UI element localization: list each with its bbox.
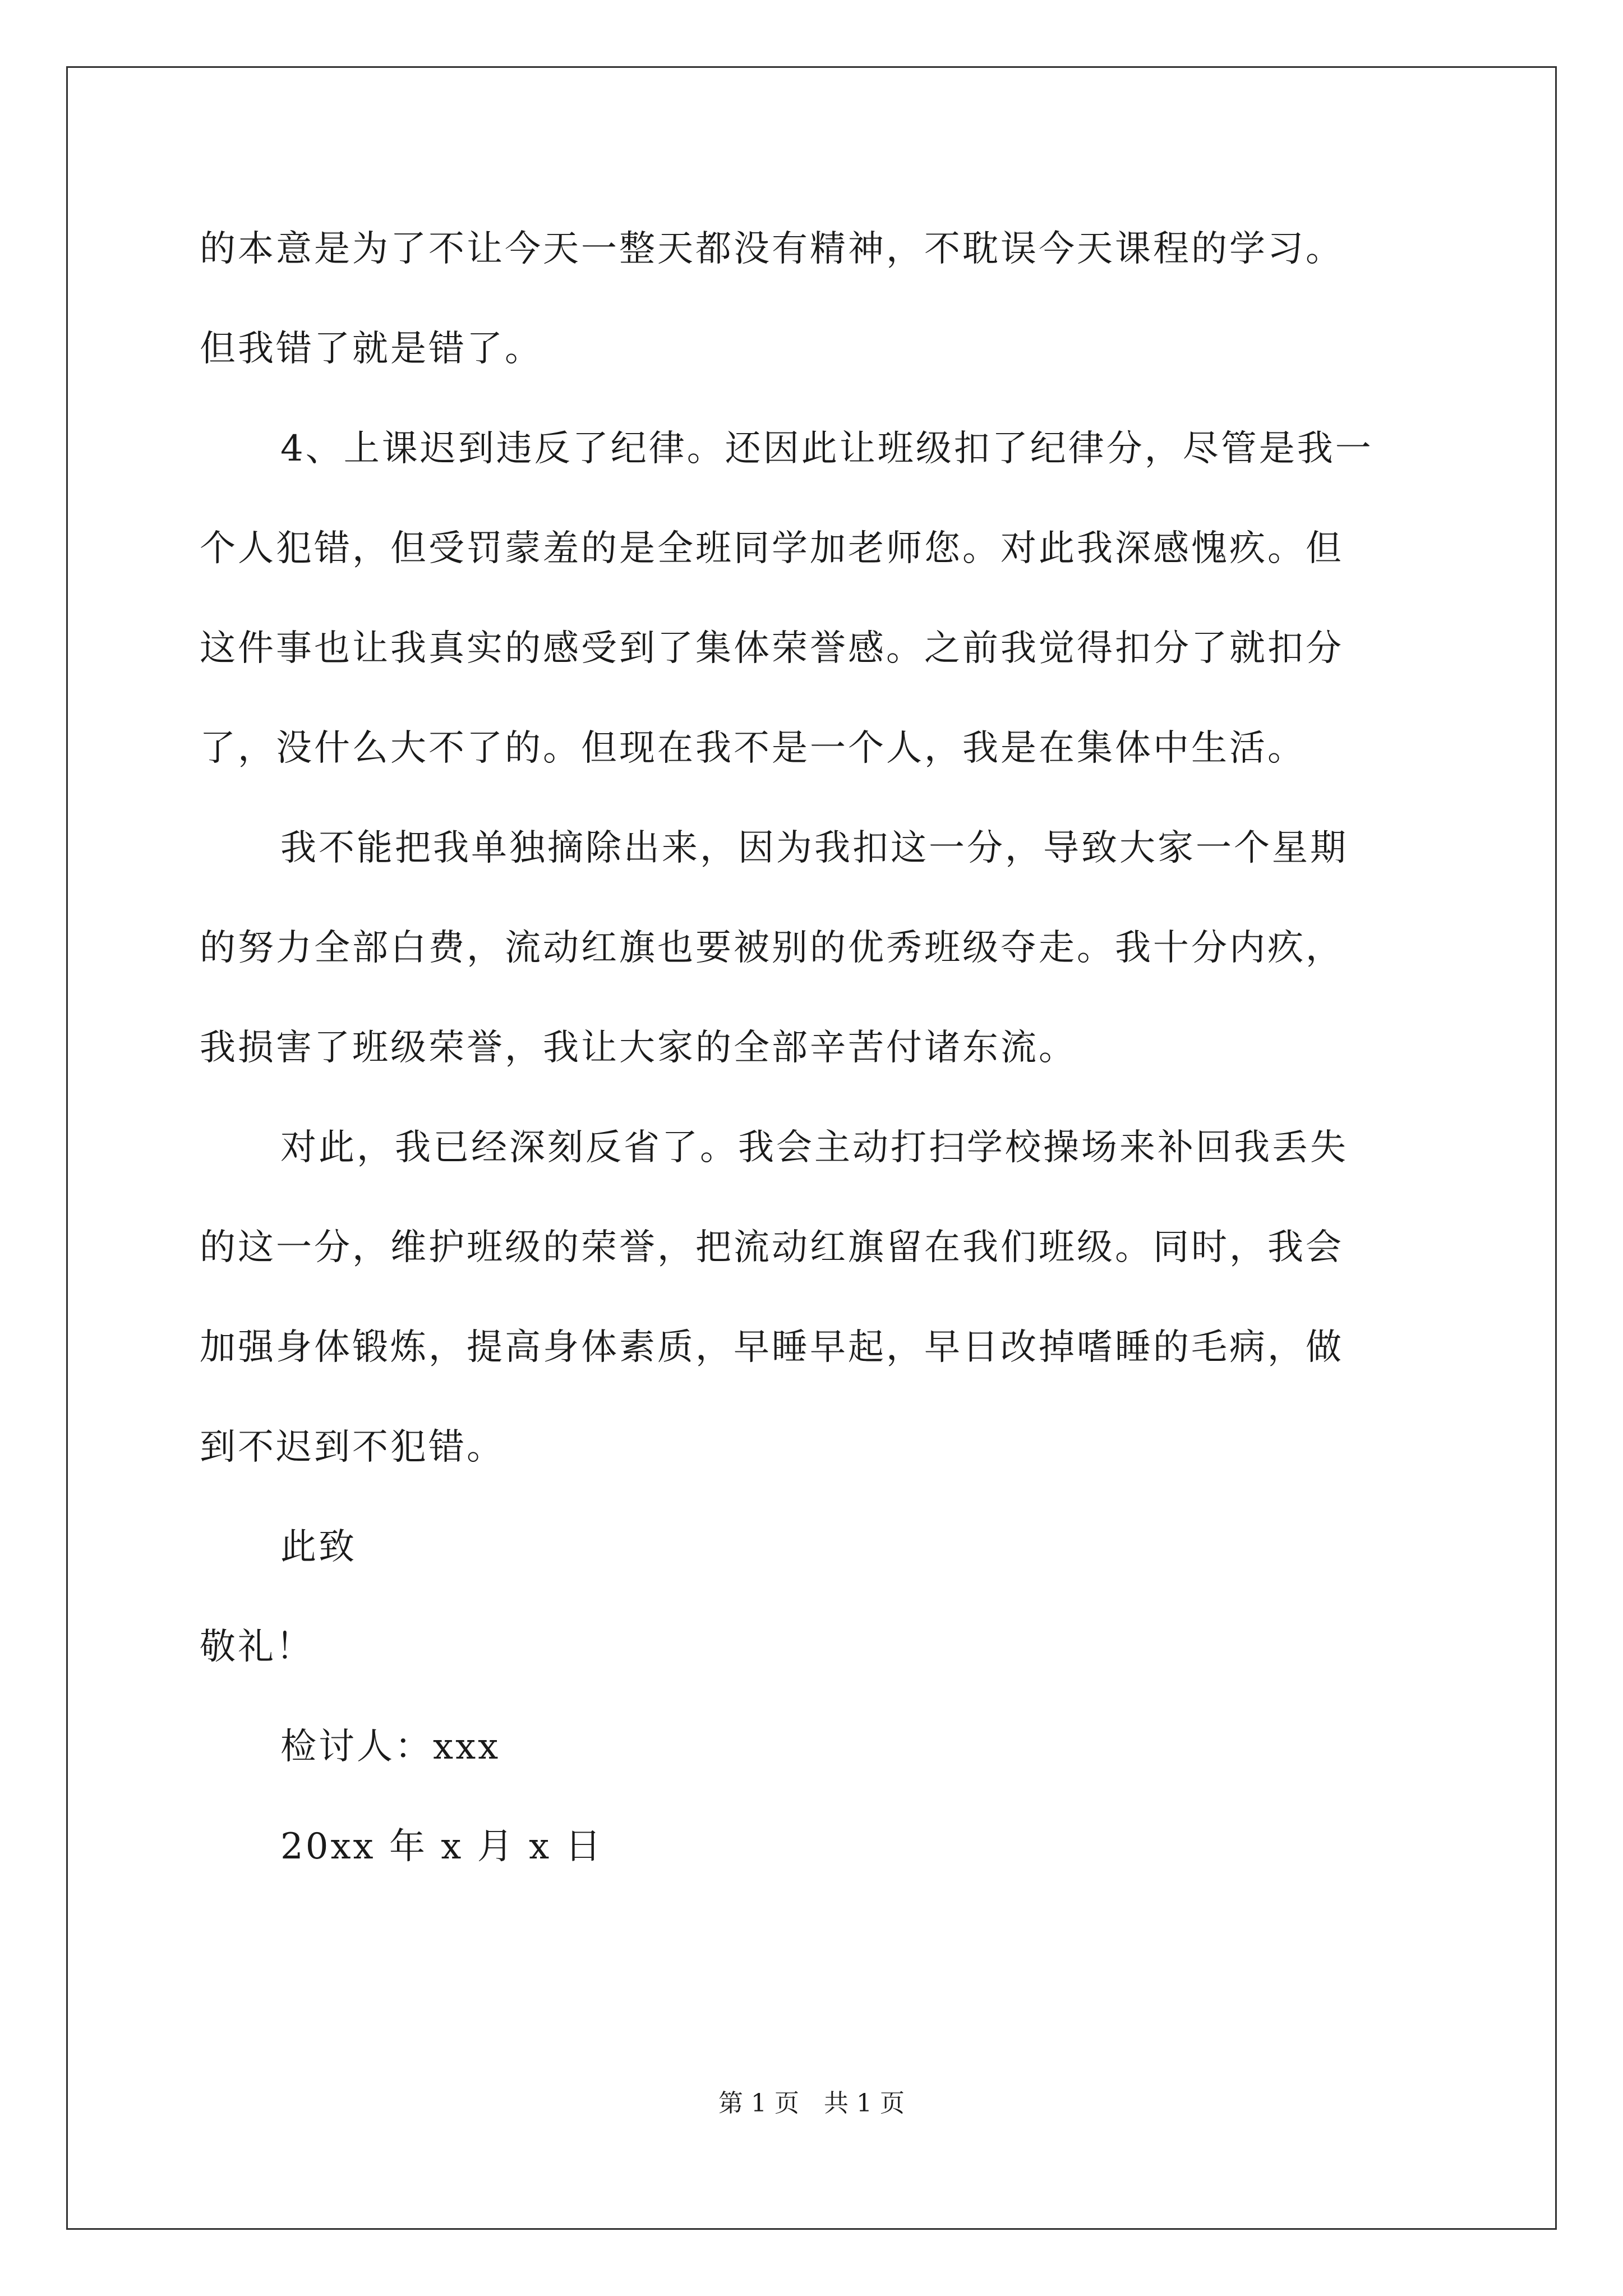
body-line-4: 个人犯错，但受罚蒙羞的是全班同学加老师您。对此我深感愧疚。但 bbox=[200, 528, 1344, 569]
closing-regards: 敬礼！ bbox=[200, 1626, 314, 1668]
body-line-2: 但我错了就是错了。 bbox=[200, 328, 543, 370]
body-line-5: 这件事也让我真实的感受到了集体荣誉感。之前我觉得扣分了就扣分 bbox=[200, 628, 1344, 669]
body-line-1: 的本意是为了不让今天一整天都没有精神，不耽误今天课程的学习。 bbox=[200, 228, 1344, 270]
page-footer: 第 1 页 共 1 页 bbox=[718, 2089, 905, 2118]
body-line-6: 了，没什么大不了的。但现在我不是一个人，我是在集体中生活。 bbox=[200, 728, 1306, 769]
body-line-8: 的努力全部白费，流动红旗也要被别的优秀班级夺走。我十分内疚， bbox=[200, 927, 1344, 969]
closing-salutation: 此致 bbox=[280, 1526, 357, 1568]
body-line-3: 4、上课迟到违反了纪律。还因此让班级扣了纪律分，尽管是我一 bbox=[280, 428, 1373, 470]
signature-line: 检讨人：xxx bbox=[280, 1726, 501, 1768]
body-line-13: 到不迟到不犯错。 bbox=[200, 1427, 505, 1468]
body-line-7: 我不能把我单独摘除出来，因为我扣这一分，导致大家一个星期 bbox=[280, 827, 1348, 869]
date-line: 20xx 年 x 月 x 日 bbox=[280, 1826, 603, 1867]
body-line-12: 加强身体锻炼，提高身体素质，早睡早起，早日改掉嗜睡的毛病，做 bbox=[200, 1327, 1344, 1368]
body-line-9: 我损害了班级荣誉，我让大家的全部辛苦付诸东流。 bbox=[200, 1027, 1077, 1069]
body-line-10: 对此，我已经深刻反省了。我会主动打扫学校操场来补回我丢失 bbox=[280, 1127, 1348, 1168]
body-line-11: 的这一分，维护班级的荣誉，把流动红旗留在我们班级。同时，我会 bbox=[200, 1227, 1344, 1268]
